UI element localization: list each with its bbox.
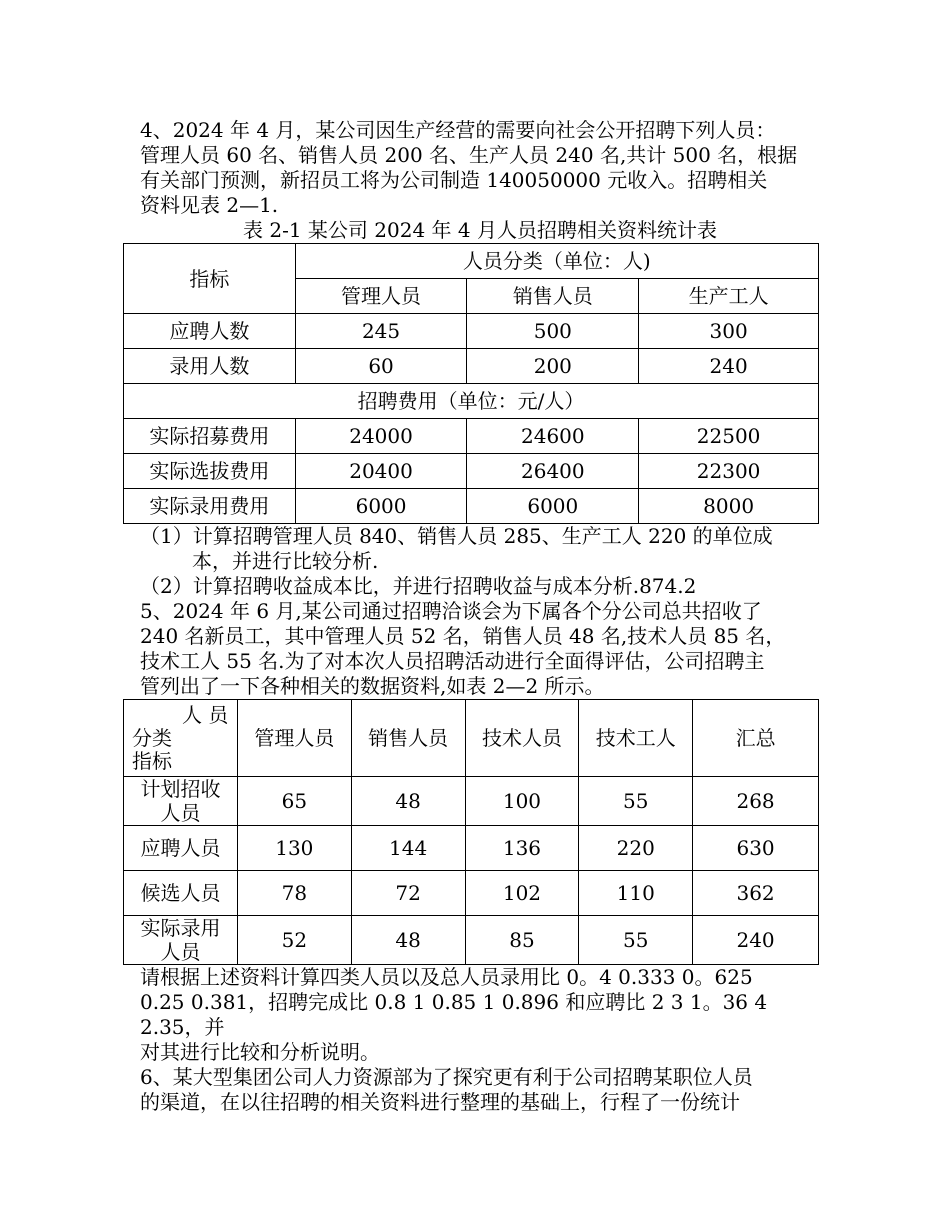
table-cell: 48	[351, 777, 465, 826]
row-label: 应聘人数	[124, 314, 296, 349]
document-page	[132, 118, 820, 1115]
row-label: 实际招募费用	[124, 419, 296, 454]
table-cell: 48	[351, 916, 465, 965]
table-row	[124, 826, 819, 871]
column-header: 销售人员	[351, 700, 465, 777]
table-cell: 500	[467, 314, 639, 349]
table-cell: 6000	[467, 489, 639, 524]
q5-after-line: 请根据上述资料计算四类人员以及总人员录用比 0。4 0.333 0。625	[140, 965, 753, 989]
table-cell: 268	[693, 777, 819, 826]
row-label: 实际选拔费用	[124, 454, 296, 489]
group-header: 人员分类（单位：人)	[295, 244, 818, 279]
question-4	[140, 118, 820, 599]
cost-section-header: 招聘费用（单位：元/人）	[124, 384, 819, 419]
table-cell: 22500	[639, 419, 819, 454]
column-header: 销售人员	[467, 279, 639, 314]
q4-subquestion-2: （2）计算招聘收益成本比，并进行招聘收益与成本分析.874.2	[140, 574, 697, 598]
table-2-1-caption: 表 2-1 某公司 2024 年 4 月人员招聘相关资料统计表	[243, 218, 717, 242]
table-cell: 102	[465, 871, 579, 916]
table-row	[124, 916, 819, 965]
table-cell: 362	[693, 871, 819, 916]
q5-line: 管列出了一下各种相关的数据资料,如表 2—2 所示。	[140, 674, 605, 698]
table-cell: 24000	[295, 419, 467, 454]
table-cell: 52	[237, 916, 351, 965]
q4-line: 资料见表 2—1.	[140, 193, 279, 217]
table-row	[124, 454, 819, 489]
table-cell: 60	[295, 349, 467, 384]
row-label: 实际录用 人员	[124, 916, 238, 965]
table-corner-header: 人 员 分类 指标	[124, 700, 238, 777]
table-cell: 200	[467, 349, 639, 384]
column-header: 技术工人	[579, 700, 693, 777]
table-cell: 85	[465, 916, 579, 965]
table-cell: 72	[351, 871, 465, 916]
table-cell: 630	[693, 826, 819, 871]
q4-line: 管理人员 60 名、销售人员 200 名、生产人员 240 名,共计 500 名，根据	[140, 143, 798, 167]
row-label: 候选人员	[124, 871, 238, 916]
question-6	[140, 1065, 820, 1115]
table-cell: 136	[465, 826, 579, 871]
q5-after-line: 0.25 0.381，招聘完成比 0.8 1 0.85 1 0.896 和应聘比 2 3 1。36 4 2.35，并	[140, 990, 768, 1039]
table-cell: 65	[237, 777, 351, 826]
table-cell: 22300	[639, 454, 819, 489]
q6-line: 6、某大型集团公司人力资源部为了探究更有利于公司招聘某职位人员	[140, 1065, 753, 1089]
table-cell: 300	[639, 314, 819, 349]
table-row	[124, 314, 819, 349]
q6-line: 的渠道，在以往招聘的相关资料进行整理的基础上，行程了一份统计	[140, 1090, 740, 1114]
table-cell: 20400	[295, 454, 467, 489]
q4-line: 有关部门预测，新招员工将为公司制造 140050000 元收入。招聘相关	[140, 168, 768, 192]
table-cell: 55	[579, 777, 693, 826]
question-5	[132, 599, 820, 1065]
row-label: 录用人数	[124, 349, 296, 384]
column-header: 管理人员	[237, 700, 351, 777]
table-cell: 55	[579, 916, 693, 965]
table-cell: 26400	[467, 454, 639, 489]
table-row	[124, 349, 819, 384]
table-cell: 100	[465, 777, 579, 826]
table-row	[124, 419, 819, 454]
q4-line: 4、2024 年 4 月，某公司因生产经营的需要向社会公开招聘下列人员：	[140, 118, 776, 142]
table-cell: 130	[237, 826, 351, 871]
column-header: 生产工人	[639, 279, 819, 314]
table-cell: 110	[579, 871, 693, 916]
column-header: 管理人员	[295, 279, 467, 314]
table-cell: 8000	[639, 489, 819, 524]
table-cell: 240	[693, 916, 819, 965]
table-cell: 78	[237, 871, 351, 916]
table-cell: 245	[295, 314, 467, 349]
q5-line: 技术工人 55 名.为了对本次人员招聘活动进行全面得评估，公司招聘主	[140, 649, 765, 673]
row-label: 实际录用费用	[124, 489, 296, 524]
q4-subquestion-1: （1）计算招聘管理人员 840、销售人员 285、生产工人 220 的单位成 本，并进行比较分析.	[140, 524, 773, 573]
table-cell: 240	[639, 349, 819, 384]
table-row	[124, 489, 819, 524]
table-cell: 24600	[467, 419, 639, 454]
q5-line: 240 名新员工，其中管理人员 52 名，销售人员 48 名,技术人员 85 名，	[140, 624, 786, 648]
row-label: 应聘人员	[124, 826, 238, 871]
table-2-2	[123, 699, 819, 965]
table-corner-header: 指标	[124, 244, 296, 314]
table-row	[124, 777, 819, 826]
column-header: 汇总	[693, 700, 819, 777]
table-row	[124, 871, 819, 916]
table-2-1	[123, 243, 819, 524]
row-label: 计划招收 人员	[124, 777, 238, 826]
column-header: 技术人员	[465, 700, 579, 777]
table-cell: 144	[351, 826, 465, 871]
table-cell: 220	[579, 826, 693, 871]
q5-after-line: 对其进行比较和分析说明。	[140, 1040, 380, 1064]
q5-line: 5、2024 年 6 月,某公司通过招聘洽谈会为下属各个分公司总共招收了	[140, 599, 762, 623]
table-cell: 6000	[295, 489, 467, 524]
